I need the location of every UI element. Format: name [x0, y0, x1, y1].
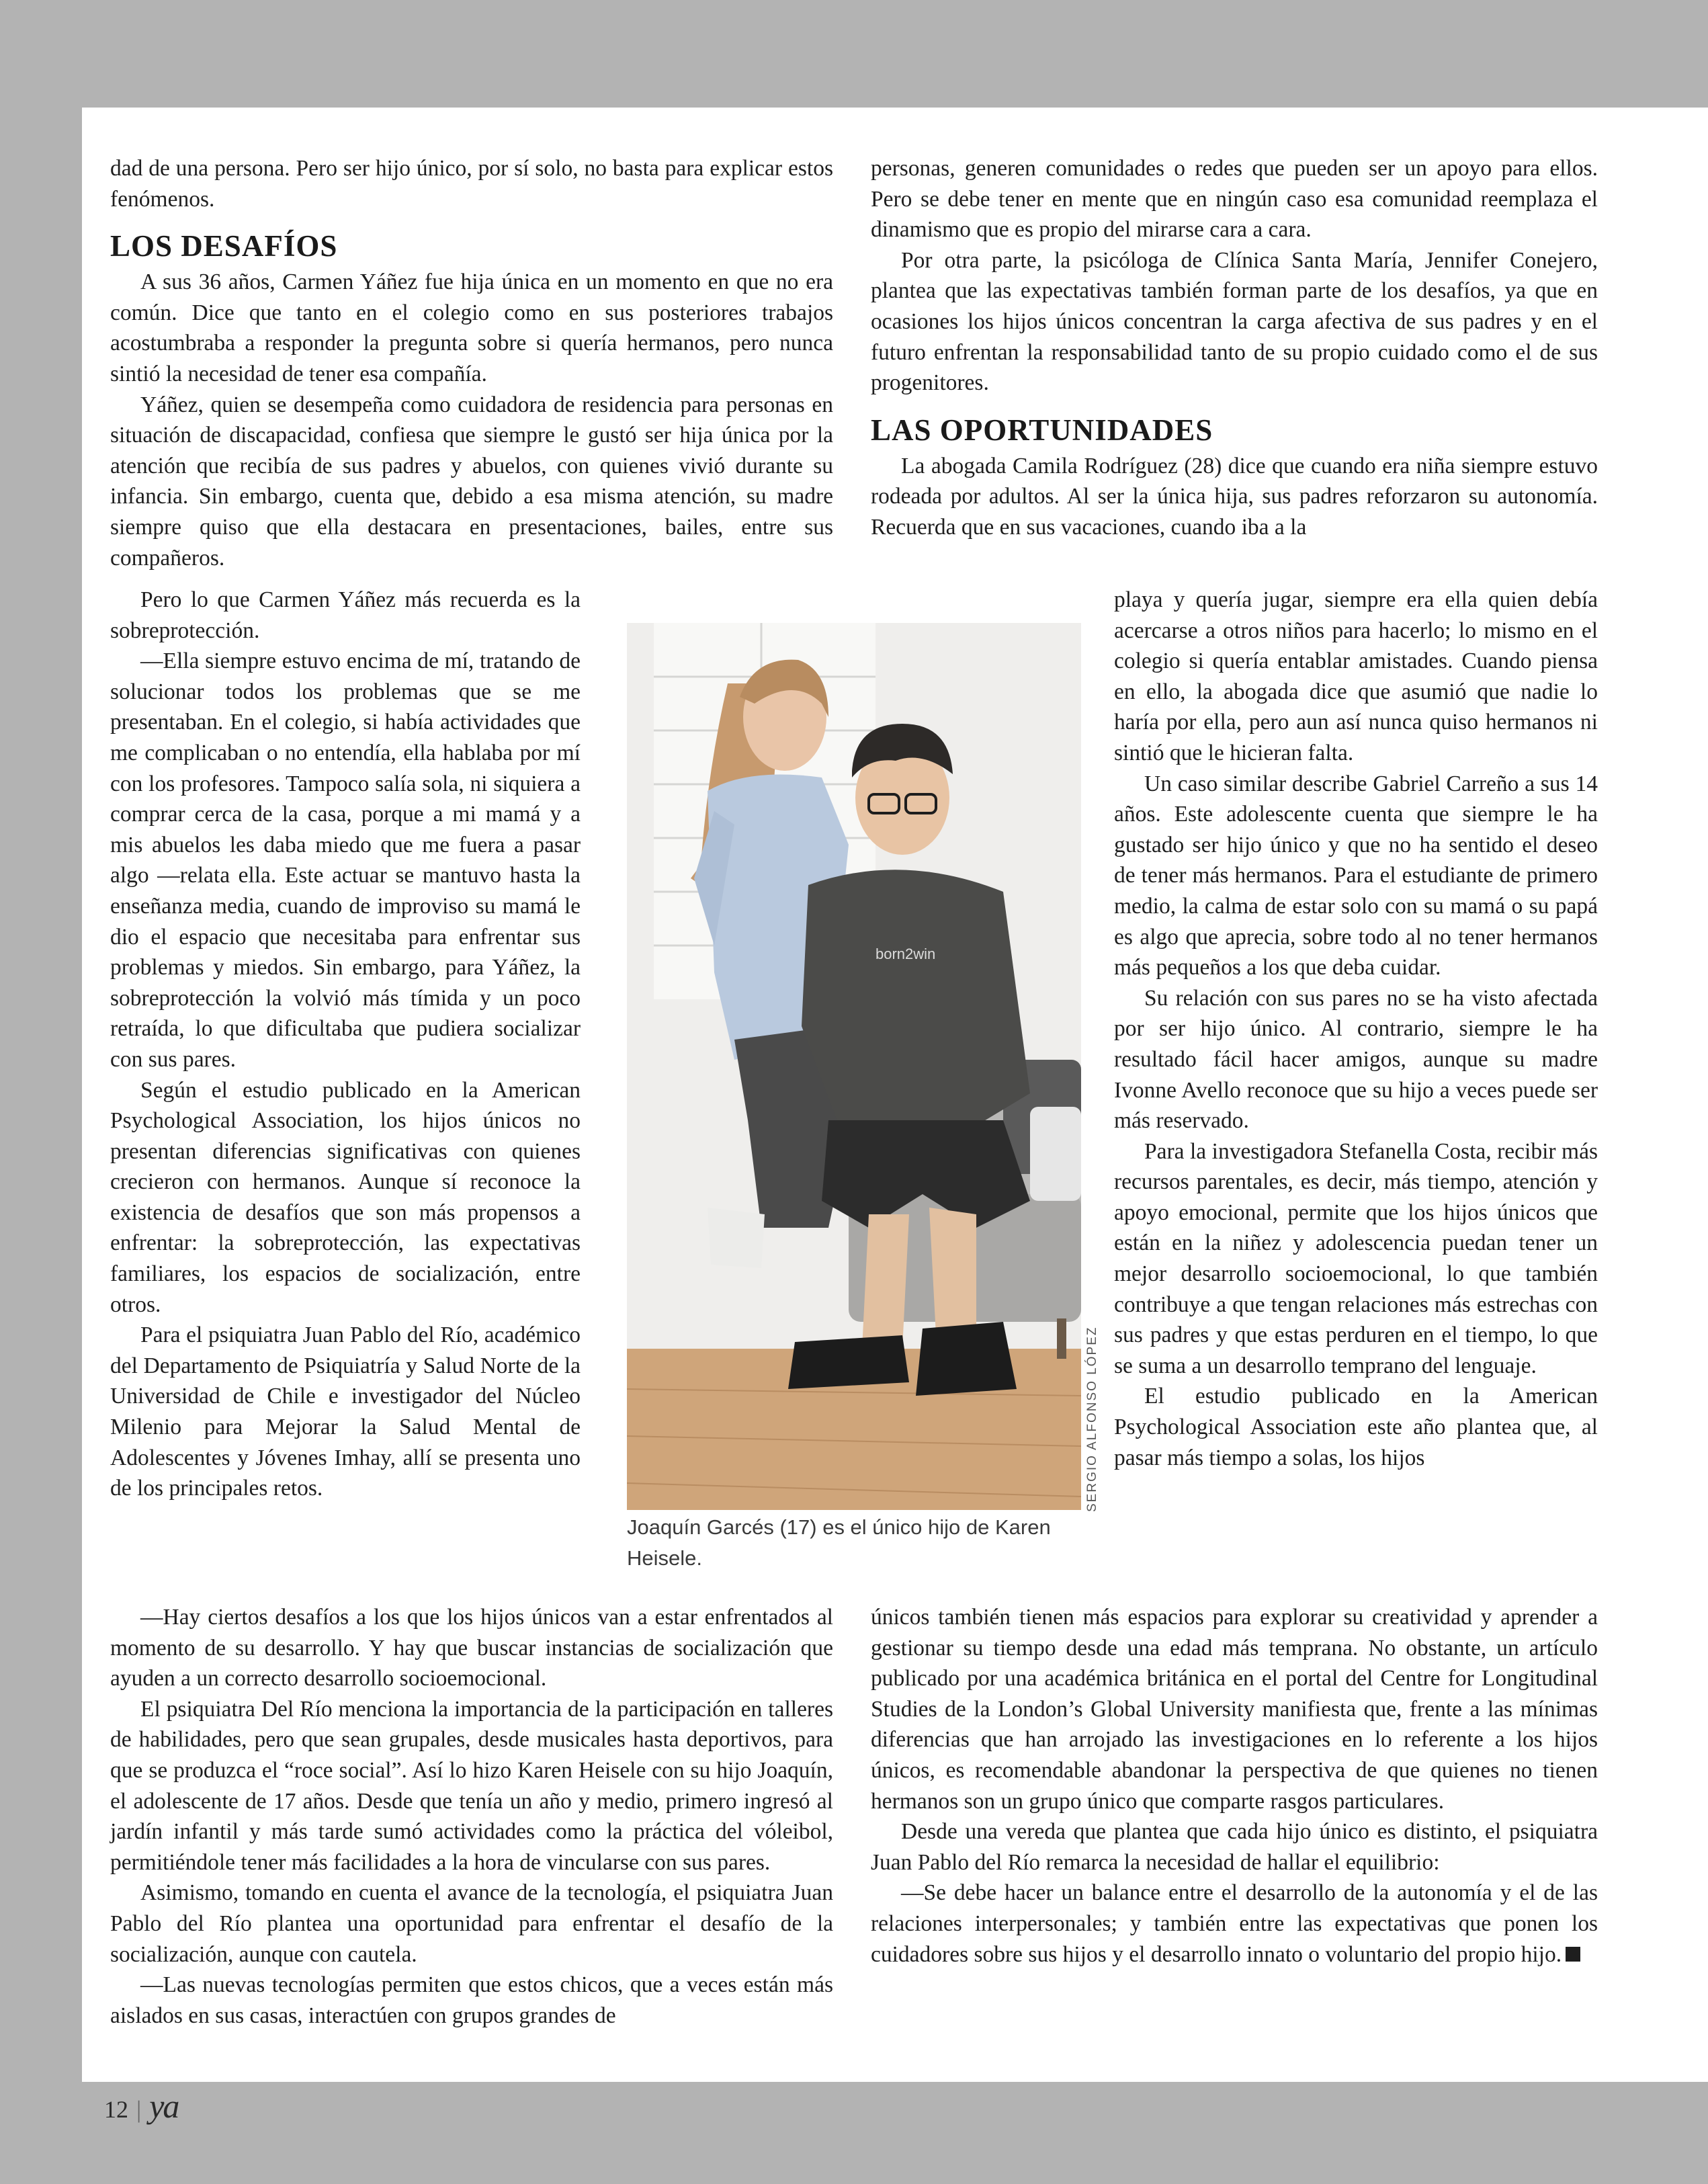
- paragraph: Para la investigadora Stefanella Costa, recibir más recursos parentales, es decir, más tiempo, atención y apoyo emocional, permite que los hijos únicos que están en la niñez y adolescencia puedan tener un mejor desarrollo socioemocional, lo que también contribuye a que tengan relaciones más estrechas con sus padres y que estas perduren en el tiempo, lo que se suma a un desarrollo temprano del lenguaje.: [1114, 1138, 1598, 1378]
- paragraph: Según el estudio publicado en la American Psychological Association, los hijos únicos no presentan diferencias significativas con quienes crecieron con hermanos. Aunque sí reconoce la existencia de desafíos que son más propensos a enfrentar: la sobreprotección, las expectativas familiares, los espacios de socialización, entre otros.: [110, 1077, 581, 1317]
- paragraph: Pero lo que Carmen Yáñez más recuerda es la sobreprotección.: [110, 587, 581, 643]
- section-heading-desafios: LOS DESAFÍOS: [110, 229, 338, 263]
- paragraph: A sus 36 años, Carmen Yáñez fue hija única en un momento en que no era común. Dice que tanto en el colegio como en sus posteriores trabajos acostumbraba a responder la pregunta sobre si quería hermanos, pero nunca sintió la necesidad de tener esa compañía.: [110, 269, 833, 386]
- paragraph: La abogada Camila Rodríguez (28) dice que cuando era niña siempre estuvo rodeada por adultos. Al ser la única hija, sus padres reforzaron su autonomía. Recuerda que en sus vacaciones, cuando iba a la: [871, 453, 1598, 540]
- shirt-text: born2win: [876, 946, 936, 962]
- footer-separator: |: [136, 2096, 142, 2123]
- right-column-top: [871, 153, 1598, 543]
- magazine-page: [82, 108, 1708, 2082]
- paragraph: Por otra parte, la psicóloga de Clínica Santa María, Jennifer Conejero, plantea que las expectativas también forman parte de los desafíos, ya que en ocasiones los hijos únicos concentran la carga afectiva de sus padres y en el futuro enfrentan la responsabilidad tanto de su propio cuidado como el de sus progenitores.: [871, 247, 1598, 396]
- paragraph: Desde una vereda que plantea que cada hijo único es distinto, el psiquiatra Juan Pablo del Río remarca la necesidad de hallar el equilibrio:: [871, 1819, 1598, 1875]
- paragraph: únicos también tienen más espacios para explorar su creatividad y aprender a gestionar su tiempo desde una edad más temprana. No obstante, un artículo publicado por una académica británica en el portal del Centre for Longitudinal Studies de la London’s Global University manifiesta que, frente a las mínimas diferencias que han arrojado las investigaciones en lo referente a los hijos únicos, es recomendable abandonar la perspectiva de que quienes no tienen hermanos son un grupo único que comparte rasgos particulares.: [871, 1605, 1598, 1814]
- page-number: 12: [104, 2096, 128, 2123]
- paragraph: personas, generen comunidades o redes que pueden ser un apoyo para ellos. Pero se debe tener en mente que en ningún caso esa comunidad reemplaza el dinamismo que es propio del mirarse cara a cara.: [871, 156, 1598, 243]
- paragraph: Asimismo, tomando en cuenta el avance de la tecnología, el psiquiatra Juan Pablo del Río plantea una oportunidad para enfrentar el desafío de la socialización, aunque con cautela.: [110, 1880, 833, 1967]
- section-heading-oportunidades: LAS OPORTUNIDADES: [871, 413, 1213, 447]
- photo-caption: Joaquín Garcés (17) es el único hijo de Karen Heisele.: [627, 1515, 1051, 1570]
- paragraph: Para el psiquiatra Juan Pablo del Río, académico del Departamento de Psiquiatría y Salud Norte de la Universidad de Chile e investigador del Núcleo Milenio para Mejorar la Salud Mental de Adolescentes y Jóvenes Imhay, allí se presenta uno de los principales retos.: [110, 1322, 581, 1501]
- page-footer: [104, 2087, 178, 2127]
- paragraph: —Ella siempre estuvo encima de mí, tratando de solucionar todos los problemas que se me presentaban. En el colegio, si había actividades que me complicaban o no entendía, ella hablaba por mí con los profesores. Tampoco salía sola, ni siquiera a comprar cerca de la casa, porque a mi mamá y a mis abuelos les daba miedo que me fuera a pasar algo —relata ella. Este actuar se mantuvo hasta la enseñanza media, cuando de improviso su mamá le dio el espacio que necesitaba para enfrentar sus problemas y miedos. Sin embargo, para Yáñez, la sobreprotección la volvió más tímida y un poco retraída, lo que dificultaba que pudiera socializar con sus pares.: [110, 648, 581, 1072]
- paragraph: Su relación con sus pares no se ha visto afectada por ser hijo único. Al contrario, siempre le ha resultado fácil hacer amigos, aunque su madre Ivonne Avello reconoce que su hijo a veces puede ser más reservado.: [1114, 985, 1598, 1134]
- paragraph: —Las nuevas tecnologías permiten que estos chicos, que a veces están más aislados en sus casas, interactúen con grupos grandes de: [110, 1972, 833, 2028]
- paragraph: Yáñez, quien se desempeña como cuidadora de residencia para personas en situación de discapacidad, confiesa que siempre le gustó ser hija única por la atención que recibía de sus padres y abuelos, con quienes vivió durante su infancia. Sin embargo, cuenta que, debido a esa misma atención, su madre siempre quiso que ella destacara en presentaciones, bailes, entre sus compañeros.: [110, 392, 833, 571]
- paragraph: El estudio publicado en la American Psychological Association este año plantea que, al pasar más tiempo a solas, los hijos: [1114, 1384, 1598, 1470]
- left-column-bottom: [110, 1602, 833, 2031]
- article-photo: [627, 623, 1081, 1510]
- paragraph: El psiquiatra Del Río menciona la importancia de la participación en talleres de habilidades, pero que sean grupales, desde musicales hasta deportivos, para que se produzca el “roce social”. Así lo hizo Karen Heisele con su hijo Joaquín, el adolescente de 17 años. Desde que tenía un año y medio, primero ingresó al jardín infantil y más tarde sumó actividades como la práctica del vóleibol, permitiéndole tener más facilidades a la hora de vincularse con sus pares.: [110, 1696, 833, 1875]
- left-column-top: [110, 153, 833, 573]
- photo-illustration: [627, 623, 1081, 1510]
- paragraph: dad de una persona. Pero ser hijo único, por sí solo, no basta para explicar estos fenómenos.: [110, 156, 833, 212]
- right-column-bottom: [871, 1602, 1598, 1970]
- paragraph: Un caso similar describe Gabriel Carreño a sus 14 años. Este adolescente cuenta que siempre le ha gustado ser hijo único y que no ha sentido el deseo de tener más hermanos. Para el estudiante de primero medio, la calma de estar solo con su mamá o su papá es algo que aprecia, sobre todo al no tener hermanos más pequeños a los que deba cuidar.: [1114, 771, 1598, 980]
- closing-quote-text: —Se debe hacer un balance entre el desarrollo de la autonomía y el de las relaciones interpersonales; y también entre las expectativas que ponen los cuidadores sobre sus hijos y el desarrollo innato o voluntario del propio hijo.: [871, 1880, 1598, 1967]
- paragraph: [871, 1878, 1598, 1970]
- magazine-logo: ya: [149, 2087, 179, 2125]
- paragraph: —Hay ciertos desafíos a los que los hijos únicos van a estar enfrentados al momento de su desarrollo. Y hay que buscar instancias de socialización que ayuden a un correcto desarrollo socioemocional.: [110, 1605, 833, 1691]
- left-column-narrow: [110, 585, 581, 1504]
- end-mark-icon: [1566, 1947, 1580, 1962]
- photo-credit: SERGIO ALFONSO LÓPEZ: [1085, 1326, 1099, 1512]
- right-column-narrow: [1114, 585, 1598, 1473]
- paragraph: playa y quería jugar, siempre era ella quien debía acercarse a otros niños para hacerlo; lo mismo en el colegio si quería entablar amistades. Cuando piensa en ello, la abogada dice que asumió que nadie lo haría por ella, pero aun así nunca quiso hermanos ni sintió que le hicieran falta.: [1114, 587, 1598, 765]
